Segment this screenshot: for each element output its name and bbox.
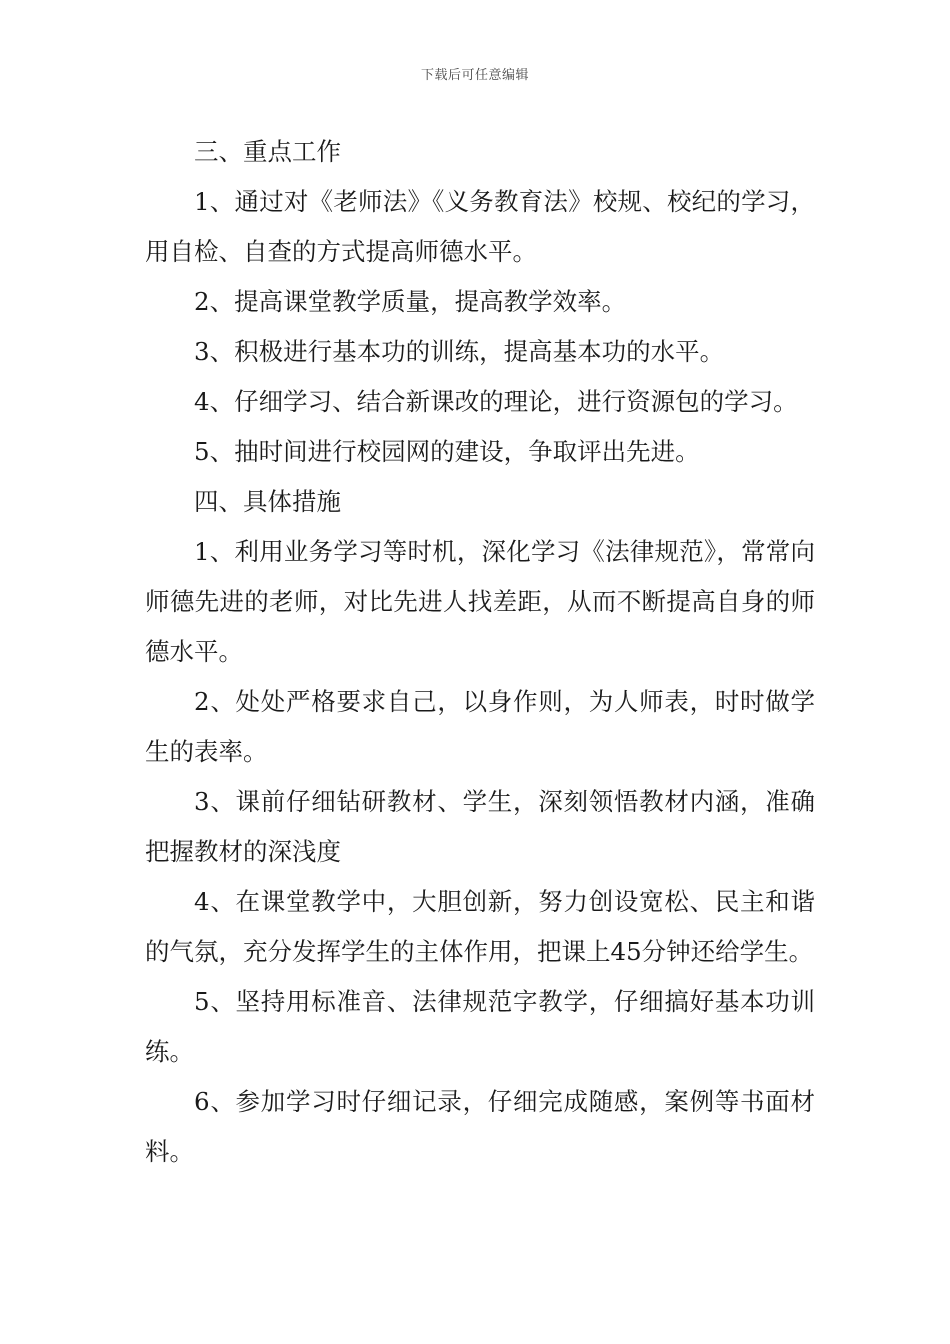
paragraph: 3、积极进行基本功的训练，提高基本功的水平。 [194,337,725,366]
paragraph: 4、在课堂教学中，大胆创新，努力创设宽松、民主和谐的气氛，充分发挥学生的主体作用，把课上45分钟还给学生。 [145,887,815,966]
paragraph: 4、仔细学习、结合新课改的理论，进行资源包的学习。 [194,387,798,416]
document-body [145,127,815,1177]
section-heading-key-work: 三、重点工作 [194,137,341,166]
paragraph: 1、通过对《老师法》《义务教育法》校规、校纪的学习，用自检、自查的方式提高师德水平。 [145,187,815,266]
paragraph: 3、课前仔细钻研教材、学生，深刻领悟教材内涵，准确把握教材的深浅度 [145,787,815,866]
paragraph: 5、抽时间进行校园网的建设，争取评出先进。 [194,437,700,466]
paragraph: 1、利用业务学习等时机，深化学习《法律规范》，常常向师德先进的老师，对比先进人找差距，从而不断提高自身的师德水平。 [145,537,815,666]
paragraph: 2、处处严格要求自己，以身作则，为人师表，时时做学生的表率。 [145,687,815,766]
page-header-note: 下载后可任意编辑 [420,68,529,83]
paragraph: 5、坚持用标准音、法律规范字教学，仔细搞好基本功训练。 [145,987,815,1066]
section-heading-measures: 四、具体措施 [194,487,341,516]
paragraph: 6、参加学习时仔细记录，仔细完成随感，案例等书面材料。 [145,1087,815,1166]
paragraph: 2、提高课堂教学质量，提高教学效率。 [194,287,627,316]
